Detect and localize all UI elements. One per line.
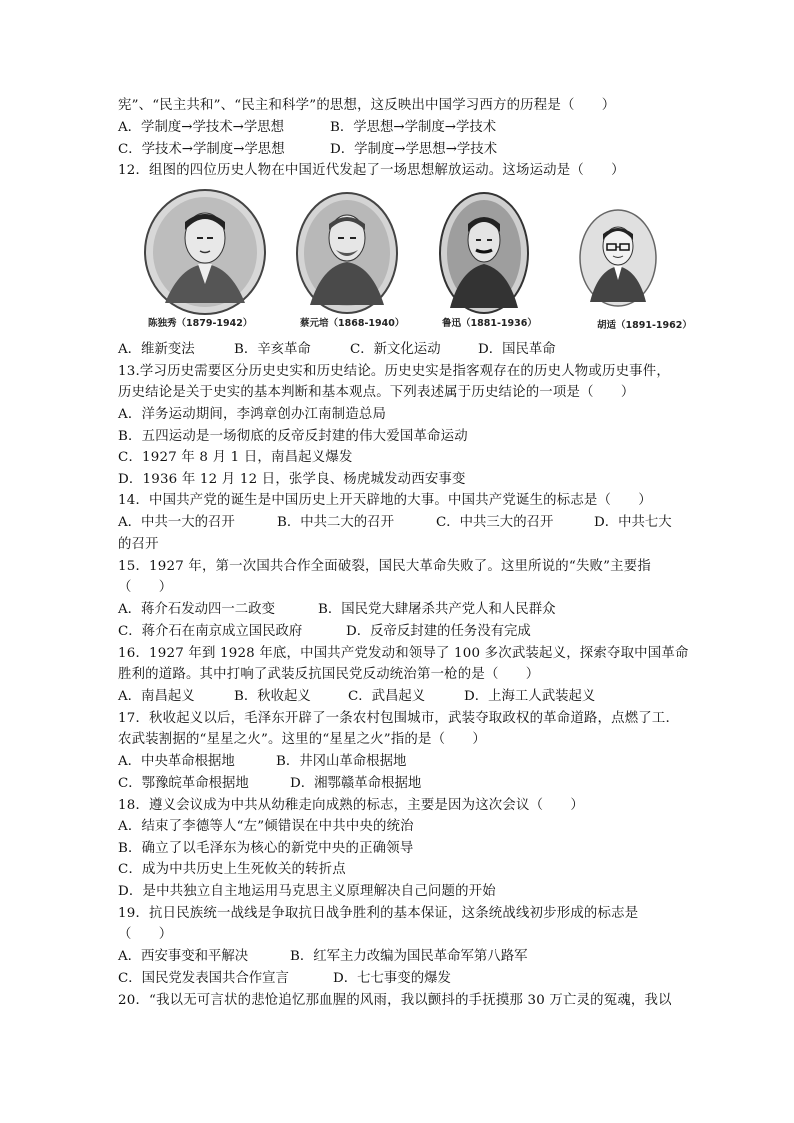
portrait-lu-xun xyxy=(436,190,532,316)
q14-stem: 14．中国共产党的诞生是中国历史上开天辟地的大事。中国共产党诞生的标志是（ ） xyxy=(118,493,652,508)
q13-stem-line-2: 历史结论是关于史实的基本判断和基本观点。下列表述属于历史结论的一项是（ ） xyxy=(118,385,635,400)
q13-option-b: B．五四运动是一场彻底的反帝反封建的伟大爱国革命运动 xyxy=(118,429,468,444)
q14-option-b: B．中共二大的召开 xyxy=(277,515,394,530)
q19-option-b: B．红军主力改编为国民革命军第八路军 xyxy=(290,949,528,964)
q15-stem-line-2: （ ） xyxy=(118,580,173,595)
q17-stem-line-1: 17．秋收起义以后，毛泽东开辟了一条农村包围城市，武装夺取政权的革命道路，点燃了工. xyxy=(118,711,670,726)
q19-option-c: C．国民党发表国共合作宣言 xyxy=(118,971,289,986)
q11-option-d: D．学制度→学思想→学技术 xyxy=(330,142,498,157)
q18-stem: 18．遵义会议成为中共从幼稚走向成熟的标志，主要是因为这次会议（ ） xyxy=(118,798,584,813)
portrait-chen-duxiu xyxy=(140,188,270,316)
q18-option-a: A．结束了李德等人“左”倾错误在中共中央的统治 xyxy=(118,819,414,834)
q12-option-d: D．国民革命 xyxy=(478,342,556,357)
q16-option-a: A．南昌起义 xyxy=(118,689,195,704)
q11-stem: 宪”、“民主共和”、“民主和科学”的思想，这反映出中国学习西方的历程是（ ） xyxy=(118,98,616,113)
q11-option-a: A．学制度→学技术→学思想 xyxy=(118,120,285,135)
q19-option-a: A．西安事变和平解决 xyxy=(118,949,249,964)
q13-option-a: A．洋务运动期间，李鸿章创办江南制造总局 xyxy=(118,407,387,422)
q17-option-d: D．湘鄂赣革命根据地 xyxy=(290,776,422,791)
q11-option-b: B．学思想→学制度→学技术 xyxy=(330,120,497,135)
q13-option-c: C．1927 年 8 月 1 日，南昌起义爆发 xyxy=(118,450,353,465)
q17-option-c: C．鄂豫皖革命根据地 xyxy=(118,776,249,791)
q14-option-a: A．中共一大的召开 xyxy=(118,515,235,530)
q12-option-a: A．维新变法 xyxy=(118,342,195,357)
q16-stem-line-1: 16．1927 年到 1928 年底，中国共产党发动和领导了 100 多次武装起义，探索夺取中国革命 xyxy=(118,646,689,661)
q14-option-c: C．中共三大的召开 xyxy=(436,515,554,530)
q17-option-b: B．井冈山革命根据地 xyxy=(276,754,407,769)
q13-stem-line-1: 13.学习历史需要区分历史史实和历史结论。历史史实是指客观存在的历史人物或历史事件， xyxy=(118,364,670,379)
q17-option-a: A．中央革命根据地 xyxy=(118,754,235,769)
q19-stem-line-1: 19．抗日民族统一战线是争取抗日战争胜利的基本保证，这条统战线初步形成的标志是 xyxy=(118,906,639,921)
q16-option-c: C．武昌起义 xyxy=(348,689,426,704)
q12-option-b: B．辛亥革命 xyxy=(234,342,311,357)
q15-option-d: D．反帝反封建的任务没有完成 xyxy=(346,624,531,639)
q12-stem: 12．组图的四位历史人物在中国近代发起了一场思想解放运动。这场运动是（ ） xyxy=(118,163,625,178)
q14-option-d: D．中共七大 xyxy=(594,515,672,530)
portrait-cai-yuanpei xyxy=(292,190,402,316)
caption-cai-yuanpei: 蔡元培（1868-1940） xyxy=(300,318,405,329)
q15-option-c: C．蒋介石在南京成立国民政府 xyxy=(118,624,303,639)
q16-stem-line-2: 胜利的道路。其中打响了武装反抗国民党反动统治第一枪的是（ ） xyxy=(118,667,540,682)
portrait-hu-shi xyxy=(576,206,660,310)
q18-option-d: D．是中共独立自主地运用马克思主义原理解决自己问题的开始 xyxy=(118,884,496,899)
q15-stem-line-1: 15．1927 年，第一次国共合作全面破裂，国民大革命失败了。这里所说的“失败”主要指 xyxy=(118,559,651,574)
q13-option-d: D．1936 年 12 月 12 日，张学良、杨虎城发动西安事变 xyxy=(118,472,466,487)
caption-lu-xun: 鲁迅（1881-1936） xyxy=(442,318,537,329)
q16-option-d: D．上海工人武装起义 xyxy=(464,689,596,704)
q19-stem-line-2: （ ） xyxy=(118,927,173,942)
q18-option-c: C．成为中共历史上生死攸关的转折点 xyxy=(118,862,346,877)
q15-option-a: A．蒋介石发动四一二政变 xyxy=(118,602,275,617)
q16-option-b: B．秋收起义 xyxy=(234,689,311,704)
q15-option-b: B．国民党大肆屠杀共产党人和人民群众 xyxy=(318,602,556,617)
q11-option-c: C．学技术→学制度→学思想 xyxy=(118,142,285,157)
caption-chen-duxiu: 陈独秀（1879-1942） xyxy=(148,318,253,329)
caption-hu-shi: 胡适（1891-1962） xyxy=(597,320,692,331)
q20-stem: 20．“我以无可言状的悲怆追忆那血腥的风雨，我以颤抖的手抚摸那 30 万亡灵的冤魂，我以 xyxy=(118,993,672,1008)
q17-stem-line-2: 农武装割据的“星星之火”。这里的“星星之火”指的是（ ） xyxy=(118,732,486,747)
q18-option-b: B．确立了以毛泽东为核心的新党中央的正确领导 xyxy=(118,841,414,856)
q14-option-d-wrap: 的召开 xyxy=(118,537,159,552)
q19-option-d: D．七七事变的爆发 xyxy=(333,971,451,986)
q12-option-c: C．新文化运动 xyxy=(350,342,441,357)
